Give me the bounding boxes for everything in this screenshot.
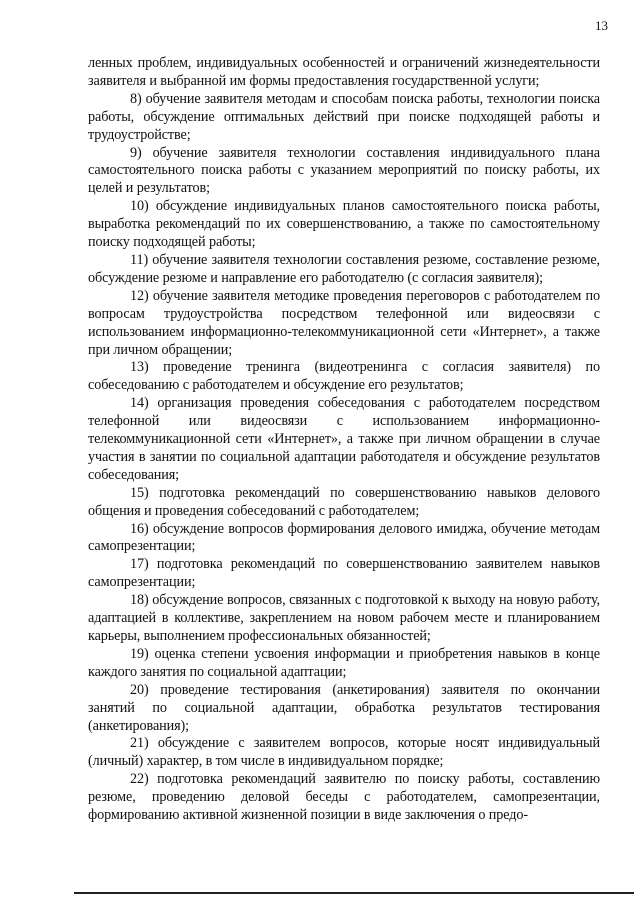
list-item-11: 11) обучение заявителя технологии составления резюме, составление резюме, обсуждение резюме и направление его работодателю (с согласия заявителя); (88, 251, 600, 286)
list-item-15: 15) подготовка рекомендаций по совершенствованию навыков делового общения и проведения собеседований с работодателем; (88, 484, 600, 519)
document-body (88, 55, 600, 825)
list-item-13: 13) проведение тренинга (видеотренинга с согласия заявителя) по собеседованию с работодателем и обсуждение его результатов; (88, 359, 600, 394)
list-item-12: 12) обучение заявителя методике проведения переговоров с работодателем по вопросам трудоустройства посредством телефонной или видеосвязи с использованием информационно-телекоммуникационной сети «Интернет», а также при личном обращении; (88, 287, 600, 358)
list-item-20: 20) проведение тестирования (анкетирования) заявителя по окончании занятий по социальной адаптации, обработка результатов тестирования (анкетирования); (88, 681, 600, 734)
list-item-21: 21) обсуждение с заявителем вопросов, которые носят индивидуальный (личный) характер, в том числе в индивидуальном порядке; (88, 735, 600, 770)
list-item-17: 17) подготовка рекомендаций по совершенствованию заявителем навыков самопрезентации; (88, 556, 600, 591)
list-item-8: 8) обучение заявителя методам и способам поиска работы, технологии поиска работы, обсуждение оптимальных действий при поиске подходящей работы и трудоустройстве; (88, 90, 600, 143)
bottom-scan-edge (74, 892, 634, 894)
list-item-14: 14) организация проведения собеседования с работодателем посредством телефонной или видеосвязи с использованием информационно-телекоммуникационной сети «Интернет», а также при личном обращении в случае участия в занятии по социальной адаптации работодателя и обсуждение результатов собеседования; (88, 395, 600, 483)
list-item-16: 16) обсуждение вопросов формирования делового имиджа, обучение методам самопрезентации; (88, 520, 600, 555)
list-item-19: 19) оценка степени усвоения информации и приобретения навыков в конце каждого занятия по социальной адаптации; (88, 645, 600, 680)
list-item-22: 22) подготовка рекомендаций заявителю по поиску работы, составлению резюме, проведению деловой беседы с работодателем, самопрезентации, формированию активной жизненной позиции в виде заключения о предо- (88, 771, 600, 824)
list-item-9: 9) обучение заявителя технологии составления индивидуального плана самостоятельного поиска работы с указанием мероприятий по поиску работы, их целей и результатов; (88, 144, 600, 197)
list-item-18: 18) обсуждение вопросов, связанных с подготовкой к выходу на новую работу, адаптацией в коллективе, закреплением на новом рабочем месте и планированием карьеры, выполнением профессиональных обязанностей; (88, 592, 600, 644)
paragraph-continuation: ленных проблем, индивидуальных особенностей и ограничений жизнедеятельности заявителя и выбранной им формы предоставления государственной услуги; (88, 55, 600, 89)
page-number: 13 (595, 18, 608, 33)
list-item-10: 10) обсуждение индивидуальных планов самостоятельного поиска работы, выработка рекомендаций по их совершенствованию, а также по самостоятельному поиску подходящей работы; (88, 198, 600, 251)
